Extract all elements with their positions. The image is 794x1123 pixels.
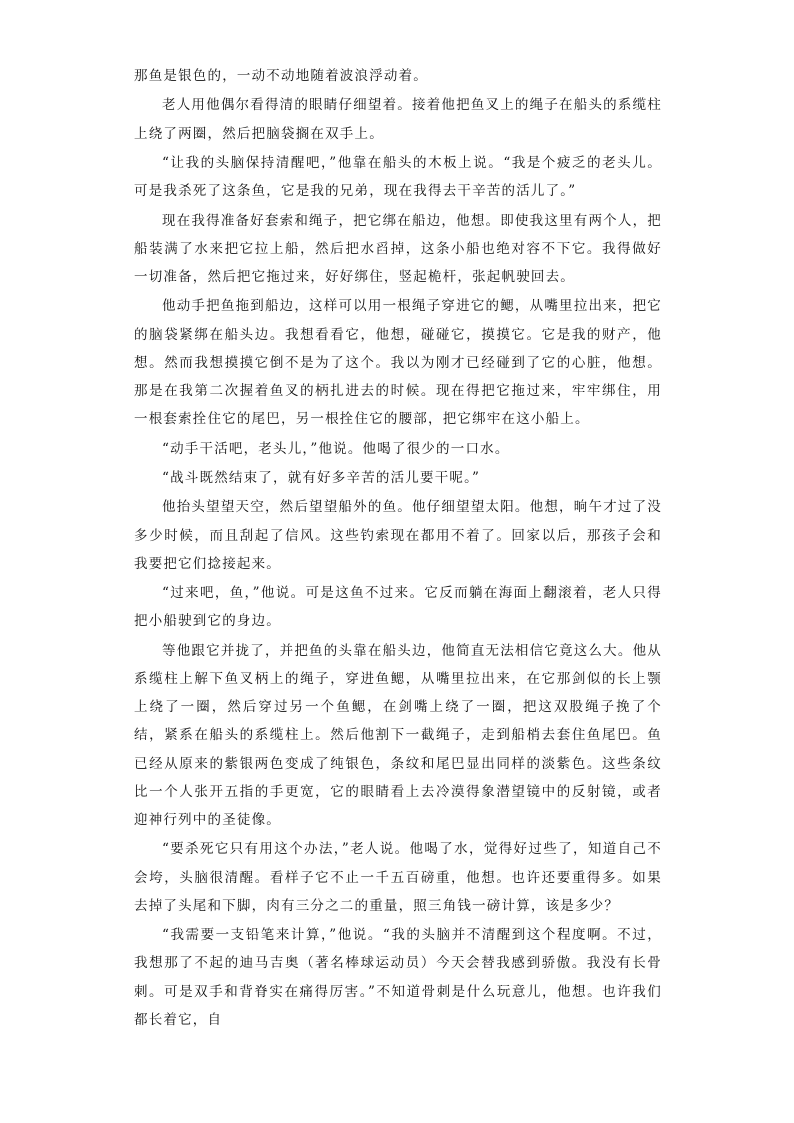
document-body [134,62,662,1035]
paragraph-9: “过来吧，鱼，”他说。可是这鱼不过来。它反而躺在海面上翻滚着，老人只得把小船驶到它的身边。 [134,585,662,630]
paragraph-7: “战斗既然结束了，就有好多辛苦的活儿要干呢。” [162,469,481,486]
paragraph-2: 老人用他偶尔看得清的眼睛仔细望着。接着他把鱼叉上的绳子在船头的系缆柱上绕了两圈，然后把脑袋搁在双手上。 [134,97,662,142]
paragraph-10: 等他跟它并拢了，并把鱼的头靠在船头边，他简直无法相信它竟这么大。他从系缆柱上解下鱼叉柄上的绳子，穿进鱼鳃，从嘴里拉出来，在它那剑似的长上颚上绕了一圈，然后穿过另一个鱼鳃，在剑嘴上绕了一圈，把这双股绳子挽了个结，紧系在船头的系缆柱上。然后他割下一截绳子，走到船梢去套住鱼尾巴。鱼已经从原来的紫银两色变成了纯银色，条纹和尾巴显出同样的淡紫色。这些条纹比一个人张开五指的手更宽，它的眼睛看上去冷漠得象潜望镜中的反射镜，或者迎神行列中的圣徒像。 [134,642,662,828]
paragraph-5: 他动手把鱼拖到船边，这样可以用一根绳子穿进它的鳃，从嘴里拉出来，把它的脑袋紧绑在船头边。我想看看它，他想，碰碰它，摸摸它。它是我的财产，他想。然而我想摸摸它倒不是为了这个。我以为刚才已经碰到了它的心脏，他想。那是在我第二次握着鱼叉的柄扎进去的时候。现在得把它拖过来，牢牢绑住，用一根套索拴住它的尾巴，另一根拴住它的腰部，把它绑牢在这小船上。 [134,298,662,428]
paragraph-8: 他抬头望望天空，然后望望船外的鱼。他仔细望望太阳。他想，晌午才过了没多少时候，而且刮起了信风。这些钓索现在都用不着了。回家以后，那孩子会和我要把它们捻接起来。 [134,499,662,572]
paragraph-11: “要杀死它只有用这个办法，”老人说。他喝了水，觉得好过些了，知道自己不会垮，头脑很清醒。看样子它不止一千五百磅重，他想。也许还要重得多。如果去掉了头尾和下脚，肉有三分之二的重量，照三角钱一磅计算，该是多少？ [134,841,662,914]
paragraph-12: “我需要一支铅笔来计算，”他说。“我的头脑并不清醒到这个程度啊。不过，我想那了不起的迪马吉奥（著名棒球运动员）今天会替我感到骄傲。我没有长骨刺。可是双手和背脊实在痛得厉害。”不知道骨刺是什么玩意儿，他想。也许我们都长着它，自 [134,927,662,1028]
paragraph-4: 现在我得准备好套索和绳子，把它绑在船边，他想。即使我这里有两个人，把船装满了水来把它拉上船，然后把水舀掉，这条小船也绝对容不下它。我得做好一切准备，然后把它拖过来，好好绑住，竖起桅杆，张起帆驶回去。 [134,212,662,285]
paragraph-3: “让我的头脑保持清醒吧，”他靠在船头的木板上说。“我是个疲乏的老头儿。可是我杀死了这条鱼，它是我的兄弟，现在我得去干辛苦的活儿了。” [134,154,662,200]
paragraph-6: “动手干活吧，老头儿，”他说。他喝了很少的一口水。 [162,440,510,457]
paragraph-1: 那鱼是银色的，一动不动地随着波浪浮动着。 [134,68,428,84]
